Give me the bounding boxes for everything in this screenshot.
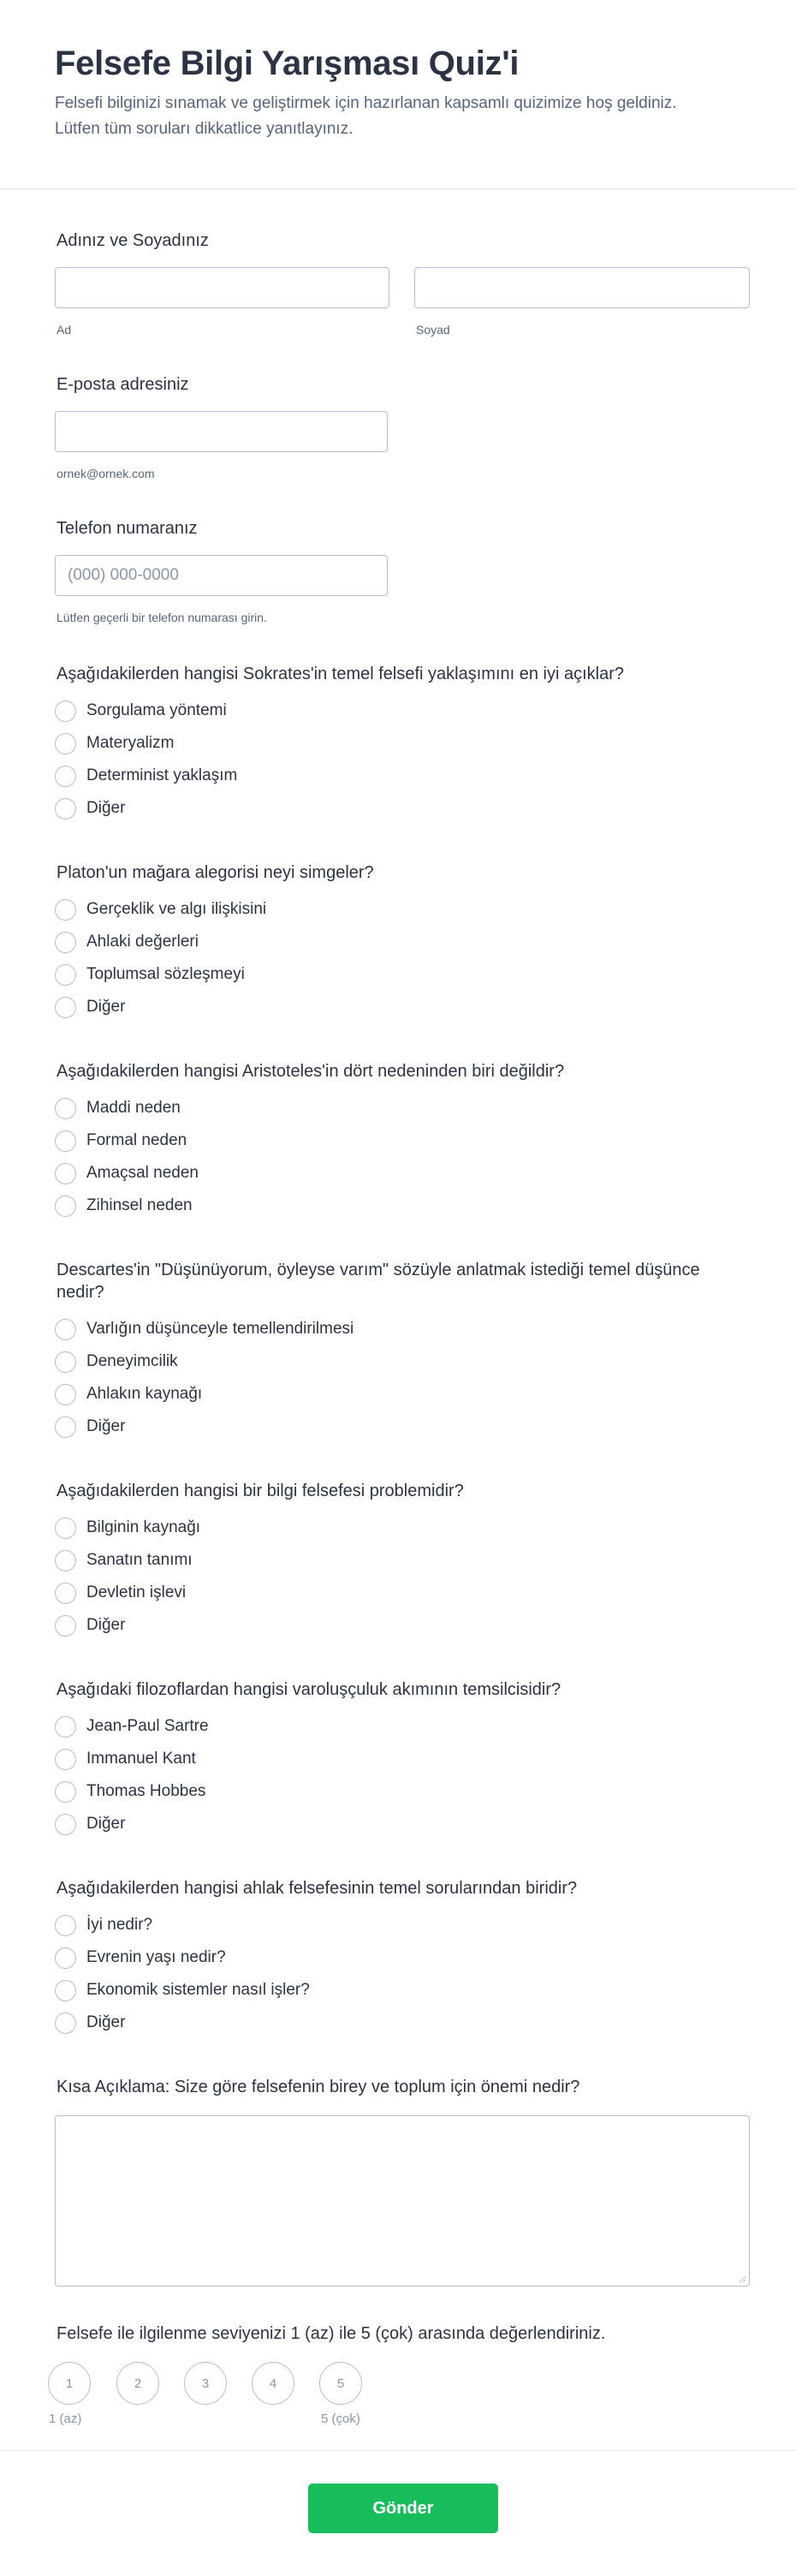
radio-button[interactable] bbox=[55, 1098, 76, 1119]
radio-button[interactable] bbox=[55, 964, 76, 986]
q7-option-1[interactable] bbox=[55, 1914, 152, 1936]
option-label: Materyalizm bbox=[86, 734, 175, 752]
q5-option-2[interactable] bbox=[55, 1549, 193, 1571]
q6-option-1[interactable] bbox=[55, 1715, 209, 1738]
radio-button[interactable] bbox=[55, 1716, 76, 1738]
radio-button[interactable] bbox=[55, 1915, 76, 1936]
rating-label: Felsefe ile ilgilenme seviyenizi 1 (az) ile 5 (çok) arasında değerlendiriniz. bbox=[56, 2324, 606, 2343]
radio-button[interactable] bbox=[55, 766, 76, 787]
radio-button[interactable] bbox=[55, 1518, 76, 1539]
q6-option-2[interactable] bbox=[55, 1748, 196, 1770]
q7-option-3[interactable] bbox=[55, 1979, 310, 2001]
question-1-text: Aşağıdakilerden hangisi Sokrates'in temel felsefi yaklaşımını en iyi açıklar? bbox=[56, 665, 625, 683]
form-description: Felsefi bilginizi sınamak ve geliştirmek için hazırlanan kapsamlı quizimize hoş geldiniz. Lütfen tüm soruları dikkatlice yanıtlayınız. bbox=[55, 94, 677, 138]
option-label: Bilginin kaynağı bbox=[86, 1518, 201, 1536]
option-label: Formal neden bbox=[86, 1131, 187, 1149]
option-label: Diğer bbox=[86, 799, 126, 817]
option-label: Diğer bbox=[86, 998, 126, 1016]
q5-option-3[interactable] bbox=[55, 1582, 186, 1604]
form-title: Felsefe Bilgi Yarışması Quiz'i bbox=[55, 45, 520, 82]
q2-option-1[interactable] bbox=[55, 898, 266, 921]
radio-button[interactable] bbox=[55, 1947, 76, 1969]
radio-button[interactable] bbox=[55, 798, 76, 820]
option-label: Devletin işlevi bbox=[86, 1583, 187, 1601]
rating-option-2[interactable]: 2 bbox=[116, 2362, 159, 2405]
phone-input[interactable] bbox=[55, 555, 388, 596]
form-header bbox=[0, 0, 796, 189]
option-label: Jean-Paul Sartre bbox=[86, 1717, 209, 1735]
option-label: Determinist yaklaşım bbox=[86, 766, 238, 784]
radio-button[interactable] bbox=[55, 1550, 76, 1571]
option-label: Gerçeklik ve algı ilişkisini bbox=[86, 900, 267, 918]
rating-max-caption: 5 (çok) bbox=[321, 2412, 360, 2426]
radio-button[interactable] bbox=[55, 1980, 76, 2001]
radio-button[interactable] bbox=[55, 1615, 76, 1637]
q2-option-2[interactable] bbox=[55, 931, 199, 953]
radio-button[interactable] bbox=[55, 701, 76, 722]
q7-option-2[interactable] bbox=[55, 1947, 226, 1969]
footer-divider bbox=[0, 2450, 796, 2451]
q4-option-4[interactable] bbox=[55, 1416, 125, 1438]
radio-button[interactable] bbox=[55, 1163, 76, 1184]
option-label: Diğer bbox=[86, 1616, 126, 1634]
q7-option-4[interactable] bbox=[55, 2012, 125, 2034]
rating-option-3[interactable]: 3 bbox=[184, 2362, 227, 2405]
rating-option-4[interactable]: 4 bbox=[252, 2362, 294, 2405]
rating-min-caption: 1 (az) bbox=[49, 2412, 82, 2426]
q1-option-3[interactable] bbox=[55, 765, 237, 787]
option-label: Maddi neden bbox=[86, 1099, 181, 1117]
radio-button[interactable] bbox=[55, 1130, 76, 1152]
q3-option-2[interactable] bbox=[55, 1130, 187, 1152]
question-4-text: Descartes'in "Düşünüyorum, öyleyse varım" sözüyle anlatmak istediği temel düşünce nedir? bbox=[56, 1261, 700, 1302]
option-label: Deneyimcilik bbox=[86, 1352, 178, 1370]
email-sublabel: ornek@ornek.com bbox=[56, 467, 155, 480]
option-label: Zihinsel neden bbox=[86, 1196, 193, 1214]
radio-button[interactable] bbox=[55, 1416, 76, 1438]
option-label: Amaçsal neden bbox=[86, 1164, 199, 1182]
question-5-text: Aşağıdakilerden hangisi bir bilgi felsefesi problemidir? bbox=[56, 1482, 464, 1500]
q2-option-3[interactable] bbox=[55, 963, 245, 986]
option-label: Ekonomik sistemler nasıl işler? bbox=[86, 1981, 310, 1999]
resize-grip-icon[interactable] bbox=[738, 2275, 746, 2283]
q4-option-2[interactable] bbox=[55, 1351, 178, 1373]
q2-option-4[interactable] bbox=[55, 996, 125, 1018]
option-label: Ahlakın kaynağı bbox=[86, 1385, 203, 1403]
option-label: Diğer bbox=[86, 1815, 126, 1833]
q6-option-3[interactable] bbox=[55, 1780, 205, 1803]
option-label: Evrenin yaşı nedir? bbox=[86, 1948, 226, 1966]
question-3-text: Aşağıdakilerden hangisi Aristoteles'in dört nedeninden biri değildir? bbox=[56, 1062, 565, 1081]
radio-button[interactable] bbox=[55, 1781, 76, 1803]
radio-button[interactable] bbox=[55, 1351, 76, 1373]
short-answer-textarea[interactable] bbox=[55, 2115, 750, 2287]
submit-button[interactable]: Gönder bbox=[308, 2484, 498, 2533]
rating-option-1[interactable]: 1 bbox=[48, 2362, 91, 2405]
option-label: Thomas Hobbes bbox=[86, 1782, 206, 1800]
q3-option-1[interactable] bbox=[55, 1097, 181, 1119]
option-label: İyi nedir? bbox=[86, 1916, 153, 1934]
radio-button[interactable] bbox=[55, 997, 76, 1018]
short-answer-label: Kısa Açıklama: Size göre felsefenin birey ve toplum için önemi nedir? bbox=[56, 2078, 580, 2096]
radio-button[interactable] bbox=[55, 1384, 76, 1405]
radio-button[interactable] bbox=[55, 733, 76, 754]
last-name-sublabel: Soyad bbox=[416, 323, 450, 337]
phone-sublabel: Lütfen geçerli bir telefon numarası girin. bbox=[56, 611, 267, 624]
radio-button[interactable] bbox=[55, 2012, 76, 2034]
option-label: Varlığın düşünceyle temellendirilmesi bbox=[86, 1320, 354, 1338]
question-2-text: Platon'un mağara alegorisi neyi simgeler? bbox=[56, 863, 374, 882]
q4-option-3[interactable] bbox=[55, 1383, 202, 1405]
first-name-sublabel: Ad bbox=[56, 323, 72, 337]
last-name-input[interactable] bbox=[414, 267, 750, 308]
q1-option-1[interactable] bbox=[55, 700, 227, 722]
q4-option-1[interactable] bbox=[55, 1318, 353, 1340]
q3-option-4[interactable] bbox=[55, 1195, 193, 1217]
option-label: Toplumsal sözleşmeyi bbox=[86, 965, 245, 983]
q5-option-1[interactable] bbox=[55, 1517, 200, 1539]
radio-button[interactable] bbox=[55, 1749, 76, 1770]
question-6-text: Aşağıdaki filozoflardan hangisi varoluşçuluk akımının temsilcisidir? bbox=[56, 1680, 561, 1699]
email-label: E-posta adresiniz bbox=[56, 375, 189, 394]
q1-option-2[interactable] bbox=[55, 732, 174, 754]
q3-option-3[interactable] bbox=[55, 1162, 199, 1184]
option-label: Diğer bbox=[86, 2013, 126, 2031]
radio-button[interactable] bbox=[55, 1196, 76, 1217]
option-label: Ahlaki değerleri bbox=[86, 933, 199, 951]
email-input[interactable] bbox=[55, 411, 388, 452]
first-name-input[interactable] bbox=[55, 267, 389, 308]
q5-option-4[interactable] bbox=[55, 1614, 125, 1637]
option-label: Diğer bbox=[86, 1417, 126, 1435]
radio-button[interactable] bbox=[55, 932, 76, 953]
question-7-text: Aşağıdakilerden hangisi ahlak felsefesinin temel sorularından biridir? bbox=[56, 1879, 578, 1898]
option-label: Sanatın tanımı bbox=[86, 1551, 193, 1569]
q6-option-4[interactable] bbox=[55, 1813, 125, 1835]
option-label: Immanuel Kant bbox=[86, 1750, 196, 1768]
option-label: Sorgulama yöntemi bbox=[86, 701, 227, 719]
radio-button[interactable] bbox=[55, 899, 76, 921]
radio-button[interactable] bbox=[55, 1319, 76, 1340]
name-label: Adınız ve Soyadınız bbox=[56, 231, 209, 250]
phone-label: Telefon numaranız bbox=[56, 519, 198, 538]
radio-button[interactable] bbox=[55, 1583, 76, 1604]
q1-option-4[interactable] bbox=[55, 797, 125, 820]
radio-button[interactable] bbox=[55, 1814, 76, 1835]
rating-option-5[interactable]: 5 bbox=[319, 2362, 362, 2405]
